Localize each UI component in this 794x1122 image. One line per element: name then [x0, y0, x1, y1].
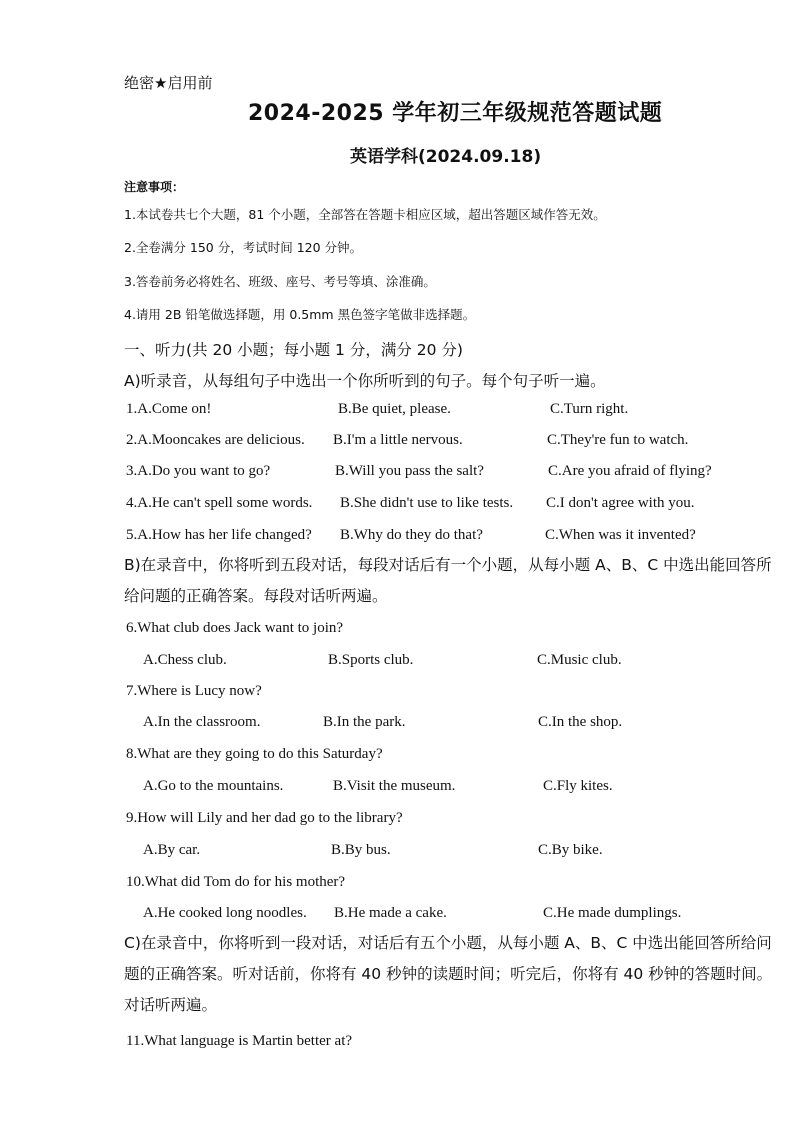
question-option-a: 3.A.Do you want to go? [126, 463, 271, 479]
question-option-b: B.He made a cake. [334, 905, 447, 921]
question-option-a: A.Go to the mountains. [143, 778, 284, 794]
question-option-b: B.Will you pass the salt? [335, 463, 484, 479]
part-c-instruction: C)在录音中，你将听到一段对话，对话后有五个小题，从每小题 A、B、C 中选出能回答所给问题的正确答案。听对话前，你将有 40 秒钟的读题时间；听完后，你将有 40 秒钟的答题时间。对话听两遍。 [124, 934, 773, 1014]
question-option-a: 4.A.He can't spell some words. [126, 495, 313, 511]
question-option-b: B.Why do they do that? [340, 527, 483, 543]
note-item: 2.全卷满分 150 分，考试时间 120 分钟。 [124, 240, 363, 255]
question-option-b: B.Be quiet, please. [338, 401, 451, 417]
question-option-c: C.They're fun to watch. [547, 432, 689, 448]
question-option-c: C.Are you afraid of flying? [548, 463, 712, 479]
confidential-label: 绝密★启用前 [124, 74, 213, 92]
question-option-a: 5.A.How has her life changed? [126, 527, 312, 543]
question-option-a: 2.A.Mooncakes are delicious. [126, 432, 305, 448]
question-option-b: B.In the park. [323, 714, 406, 730]
question-option-a: A.By car. [143, 842, 201, 858]
question-option-a: A.Chess club. [143, 652, 227, 668]
question-option-c: C.When was it invented? [545, 527, 696, 543]
question-option-c: C.He made dumplings. [543, 905, 682, 921]
question-stem: 9.How will Lily and her dad go to the library? [126, 810, 403, 826]
question-option-b: B.Visit the museum. [333, 778, 456, 794]
question-option-b: B.She didn't use to like tests. [340, 495, 514, 511]
question-option-c: C.Turn right. [550, 401, 629, 417]
question-stem: 6.What club does Jack want to join? [126, 620, 344, 636]
question-stem: 8.What are they going to do this Saturday? [126, 746, 383, 762]
question-option-b: B.I'm a little nervous. [333, 432, 463, 448]
question-option-b: B.By bus. [331, 842, 391, 858]
question-option-a: 1.A.Come on! [126, 401, 212, 417]
question-option-b: B.Sports club. [328, 652, 414, 668]
exam-subtitle: 英语学科(2024.09.18) [350, 147, 542, 167]
question-stem: 10.What did Tom do for his mother? [126, 874, 346, 890]
question-option-c: C.Fly kites. [543, 778, 613, 794]
notes-heading: 注意事项： [124, 180, 185, 194]
question-stem: 11.What language is Martin better at? [126, 1033, 353, 1049]
question-stem: 7.Where is Lucy now? [126, 683, 262, 699]
question-option-c: C.Music club. [537, 652, 622, 668]
exam-title: 2024-2025 学年初三年级规范答题试题 [248, 101, 663, 126]
question-option-c: C.In the shop. [538, 714, 623, 730]
part-b-instruction: B)在录音中，你将听到五段对话，每段对话后有一个小题，从每小题 A、B、C 中选出能回答所给问题的正确答案。每段对话听两遍。 [124, 556, 772, 605]
question-option-c: C.By bike. [538, 842, 603, 858]
note-item: 4.请用 2B 铅笔做选择题，用 0.5mm 黑色签字笔做非选择题。 [124, 307, 476, 322]
section-heading: 一、听力(共 20 小题；每小题 1 分，满分 20 分) [124, 341, 463, 359]
note-item: 3.答卷前务必将姓名、班级、座号、考号等填、涂准确。 [124, 274, 436, 289]
question-option-a: A.He cooked long noodles. [143, 905, 307, 921]
note-item: 1.本试卷共七个大题，81 个小题，全部答在答题卡相应区域，超出答题区域作答无效。 [124, 207, 606, 222]
part-a-instruction: A)听录音，从每组句子中选出一个你所听到的句子。每个句子听一遍。 [124, 372, 606, 390]
question-option-a: A.In the classroom. [143, 714, 261, 730]
question-option-c: C.I don't agree with you. [546, 495, 695, 511]
